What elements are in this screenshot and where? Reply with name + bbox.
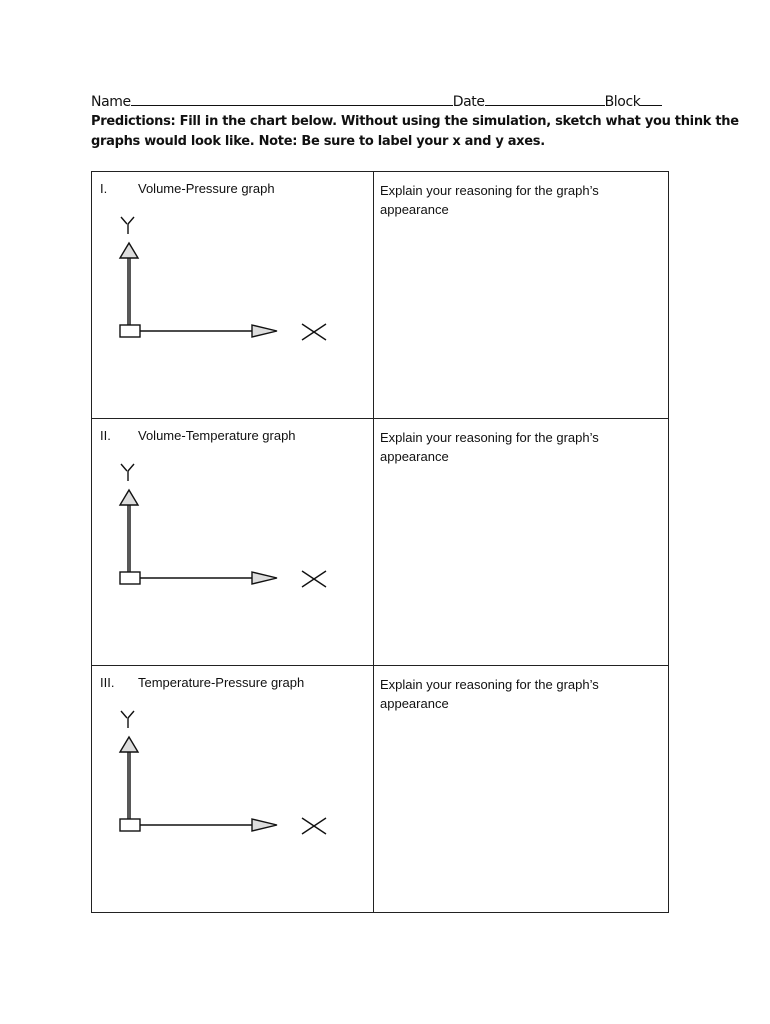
- graph-title: [100, 181, 275, 196]
- table-row: [92, 419, 669, 666]
- block-blank[interactable]: [640, 92, 662, 106]
- reasoning-prompt: Explain your reasoning for the graph’s appearance: [380, 183, 599, 217]
- table-row: [92, 172, 669, 419]
- reasoning-cell[interactable]: [374, 172, 669, 419]
- reasoning-prompt: Explain your reasoning for the graph’s appearance: [380, 677, 599, 711]
- name-blank[interactable]: [131, 92, 453, 106]
- graph-title: [100, 428, 296, 443]
- graph-name: Volume-Temperature graph: [138, 428, 296, 443]
- name-label: Name: [91, 94, 131, 110]
- reasoning-cell[interactable]: [374, 419, 669, 666]
- axes-sketch: [112, 708, 332, 838]
- instructions-line-1: Predictions: Fill in the chart below. Without using the simulation, sketch what you think the: [91, 114, 739, 129]
- graph-cell[interactable]: [92, 172, 374, 419]
- instructions: [91, 112, 739, 152]
- block-label: Block: [604, 94, 641, 110]
- axes-sketch: [112, 461, 332, 591]
- graph-cell[interactable]: [92, 419, 374, 666]
- prediction-table: [91, 171, 669, 913]
- graph-cell[interactable]: [92, 666, 374, 913]
- row-numeral: II.: [100, 428, 111, 443]
- reasoning-cell[interactable]: [374, 666, 669, 913]
- graph-name: Temperature-Pressure graph: [138, 675, 305, 690]
- date-blank[interactable]: [485, 92, 605, 106]
- graph-title: [100, 675, 304, 690]
- row-numeral: III.: [100, 675, 115, 690]
- instructions-line-2: graphs would look like. Note: Be sure to label your x and y axes.: [91, 134, 545, 149]
- axes-sketch: [112, 214, 332, 344]
- reasoning-prompt: Explain your reasoning for the graph’s appearance: [380, 430, 599, 464]
- graph-name: Volume-Pressure graph: [138, 181, 275, 196]
- row-numeral: I.: [100, 181, 108, 196]
- header-fields: [91, 92, 681, 112]
- date-label: Date: [452, 94, 485, 110]
- table-row: [92, 666, 669, 913]
